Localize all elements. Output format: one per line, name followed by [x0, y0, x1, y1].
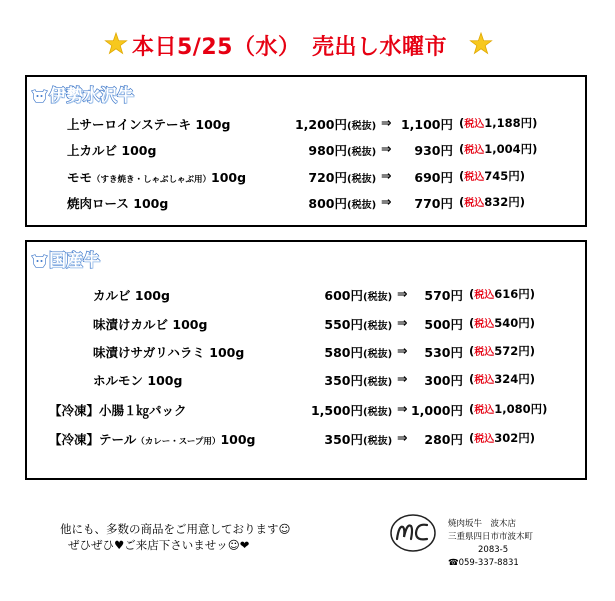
tax-included: (税込832円) — [459, 195, 526, 209]
item-name: 【冷凍】テール（カレー・スープ用）100g — [49, 432, 256, 447]
item-name: 上サーロインステーキ 100g — [67, 117, 231, 132]
price-after: 500円 — [424, 317, 463, 332]
tax-included: (税込1,080円) — [469, 402, 548, 416]
price-after: 530円 — [424, 345, 463, 360]
list-item — [27, 168, 585, 190]
section-panel-ise-mizusawa — [25, 75, 587, 227]
price-before: 580円 — [324, 345, 363, 360]
price-before: 550円 — [324, 317, 363, 332]
price-before: 600円 — [324, 288, 363, 303]
section-heading: 国産牛 — [31, 246, 100, 271]
list-item — [27, 371, 585, 393]
section-panel-kokusan — [25, 240, 587, 480]
list-item — [27, 315, 585, 337]
price-unit: (税抜) — [363, 377, 393, 388]
store-logo — [389, 513, 437, 553]
item-name: 上カルビ 100g — [67, 143, 157, 158]
arrow: ⇒ — [381, 194, 392, 209]
list-item — [27, 194, 585, 216]
star-icon — [469, 32, 493, 56]
tax-included: (税込1,188円) — [459, 116, 538, 130]
price-unit: (税抜) — [363, 321, 393, 332]
item-name: 味漬けサガリハラミ 100g — [93, 345, 245, 360]
arrow: ⇒ — [397, 371, 408, 386]
price-before: 720円 — [308, 170, 347, 185]
price-before: 350円 — [324, 373, 363, 388]
arrow: ⇒ — [381, 168, 392, 183]
item-name: 焼肉ロース 100g — [67, 196, 169, 211]
price-after: 690円 — [414, 170, 453, 185]
price-after: 570円 — [424, 288, 463, 303]
arrow: ⇒ — [381, 115, 392, 130]
arrow: ⇒ — [381, 141, 392, 156]
cow-icon — [31, 253, 48, 268]
item-name: カルビ 100g — [93, 288, 170, 303]
title-row — [0, 28, 615, 62]
price-before: 1,200円 — [294, 117, 347, 132]
tax-included: (税込324円) — [469, 372, 536, 386]
price-unit: (税抜) — [347, 174, 377, 185]
list-item — [27, 401, 585, 423]
tax-included: (税込572円) — [469, 344, 536, 358]
price-unit: (税抜) — [347, 147, 377, 158]
footer-message — [60, 521, 291, 553]
store-phone: ☎059-337-8831 — [448, 558, 519, 568]
item-name: ホルモン 100g — [93, 373, 183, 388]
price-before: 800円 — [308, 196, 347, 211]
page-title: 本日5/25（水） 売出し水曜市 — [132, 35, 447, 60]
price-after: 770円 — [414, 196, 453, 211]
list-item — [27, 286, 585, 308]
tax-included: (税込1,004円) — [459, 142, 538, 156]
star-icon — [104, 32, 128, 56]
section-heading: 伊勢水沢牛 — [31, 81, 134, 106]
list-item — [27, 141, 585, 163]
price-unit: (税抜) — [363, 349, 393, 360]
price-before: 980円 — [308, 143, 347, 158]
tax-included: (税込540円) — [469, 316, 536, 330]
arrow: ⇒ — [397, 315, 408, 330]
price-after: 930円 — [414, 143, 453, 158]
tax-included: (税込302円) — [469, 431, 536, 445]
footer-line: 他にも、多数の商品をご用意しております☺ — [60, 522, 291, 536]
arrow: ⇒ — [397, 401, 408, 416]
list-item — [27, 343, 585, 365]
price-unit: (税抜) — [347, 121, 377, 132]
arrow: ⇒ — [397, 343, 408, 358]
price-after: 300円 — [424, 373, 463, 388]
tax-included: (税込616円) — [469, 287, 536, 301]
store-address: 三重県四日市市波木町 — [448, 532, 534, 542]
price-before: 350円 — [324, 432, 363, 447]
list-item — [27, 115, 585, 137]
price-before: 1,500円 — [310, 403, 363, 418]
item-name: 【冷凍】小腸１㎏パック — [49, 403, 187, 418]
store-name: 焼肉坂牛 波木店 — [448, 519, 517, 529]
footer-line: ぜひぜひ♥ご来店下さいませッ☺❤ — [68, 538, 250, 552]
price-after: 1,100円 — [400, 117, 453, 132]
price-unit: (税抜) — [363, 436, 393, 447]
price-after: 1,000円 — [410, 403, 463, 418]
arrow: ⇒ — [397, 286, 408, 301]
list-item — [27, 430, 585, 452]
price-after: 280円 — [424, 432, 463, 447]
price-unit: (税抜) — [363, 292, 393, 303]
store-address: 2083-5 — [478, 545, 509, 555]
cow-icon — [31, 88, 48, 103]
price-unit: (税抜) — [363, 407, 393, 418]
tax-included: (税込745円) — [459, 169, 526, 183]
store-info — [448, 518, 533, 570]
price-unit: (税抜) — [347, 200, 377, 211]
item-name: モモ（すき焼き・しゃぶしゃぶ用）100g — [67, 170, 247, 185]
arrow: ⇒ — [397, 430, 408, 445]
item-name: 味漬けカルビ 100g — [93, 317, 208, 332]
